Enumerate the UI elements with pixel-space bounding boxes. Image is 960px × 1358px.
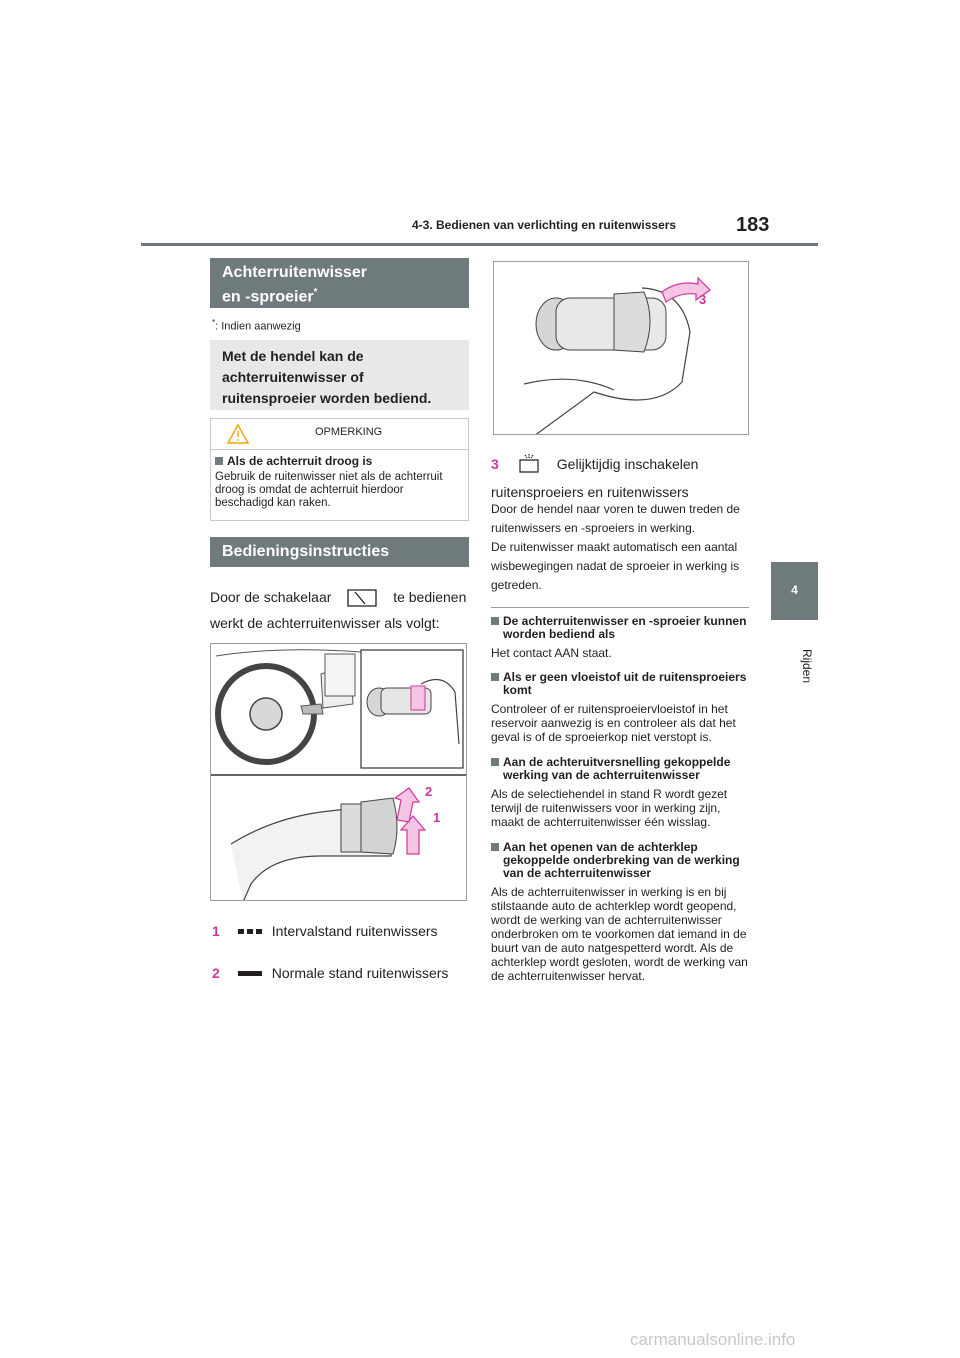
washer-symbol-icon [517,454,541,476]
page-number: 183 [736,214,770,236]
info-heading: De achterruitenwisser en -sproeier kunnen worden bediend als [491,615,749,641]
warning-icon [227,424,249,444]
info-item [491,756,749,829]
side-tab-number: 4 [791,583,798,597]
info-divider [491,607,749,608]
figure-label-2: 2 [425,784,433,799]
info-item [491,671,749,744]
footnote: *: Indien aanwezig [212,318,301,333]
rear-wiper-symbol-icon [345,587,379,609]
step-3: 3 Gelijktijdig inschakelen ruitensproeiers en ruitenwissers [491,456,699,500]
side-tab-label: Rijden [800,648,814,684]
info-text: Als de selectiehendel in stand R wordt gezet terwijl de ruitenwissers voor in werking zijn, maakt de achterruitenwisser één wisslag. [491,787,728,829]
normal-symbol-icon [238,971,262,977]
info-heading: Als er geen vloeistof uit de ruitensproeiers komt [491,671,749,697]
figure-label-3: 3 [699,292,707,307]
step-3-detail-1: Door de hendel naar voren te duwen treden de ruitenwissers en -sproeiers in werking. [491,502,740,535]
step-3-detail-2: De ruitenwisser maakt automatisch een aantal wisbewegingen nadat de sproeier in werking is getreden. [491,540,740,592]
header-rule [141,243,818,246]
notice-label: OPMERKING [315,426,383,438]
intro-box [210,340,469,410]
figure-lever-positions [210,643,467,901]
section-title: Bedieningsinstructies [222,543,390,560]
info-text: Het contact AAN staat. [491,646,612,660]
step-1: 1 Intervalstand ruitenwissers [212,923,438,939]
info-text: Controleer of er ruitensproeiervloeistof in het reservoir aanwezig is en controleer als dat het geval is of de sproeierkop niet verstopt is. [491,702,736,744]
section-title-line1: Achterruitenwisser [222,264,367,281]
watermark: carmanualsonline.info [630,1330,796,1349]
info-text: Als de achterruitenwisser in werking is en bij stilstaande auto de achterklep wordt geopend, wordt de werking van de achterruitenwisser onderbroken om te voorkomen dat iemand in de buurt van de auto natgespetterd wordt. Als de achterklep wordt gesloten, wordt de werking van de achterruitenwisser hervat. [491,885,748,983]
step-2: 2 Normale stand ruitenwissers [212,965,449,981]
notice-box [210,418,469,521]
instructions-paragraph: Door de schakelaar te bedienen werkt de achterruitenwisser als volgt: [210,589,467,631]
chapter-title: 4-3. Bedienen van verlichting en ruitenwissers [412,218,677,232]
intro-text: Met de hendel kan de achterruitenwisser of ruitensproeier worden bediend. [222,348,432,406]
notice-heading: Als de achterruit droog is [215,455,467,468]
info-heading: Aan het openen van de achterklep gekoppelde onderbreking van de werking van de achterruitenwisser [491,841,749,880]
interval-symbol-icon [238,929,262,935]
info-item [491,841,749,983]
notice-text: Gebruik de ruitenwisser niet als de achterruit droog is omdat de achterruit hierdoor beschadigd kan raken. [215,471,443,509]
info-heading: Aan de achteruitversnelling gekoppelde werking van de achterruitenwisser [491,756,749,782]
info-item [491,615,749,660]
figure-lever-push [493,261,749,435]
figure-label-1: 1 [433,810,441,825]
section-header-instructions [210,537,469,567]
section-title-line2: en -sproeier* [222,287,318,306]
section-header-rear-wiper [210,258,469,308]
